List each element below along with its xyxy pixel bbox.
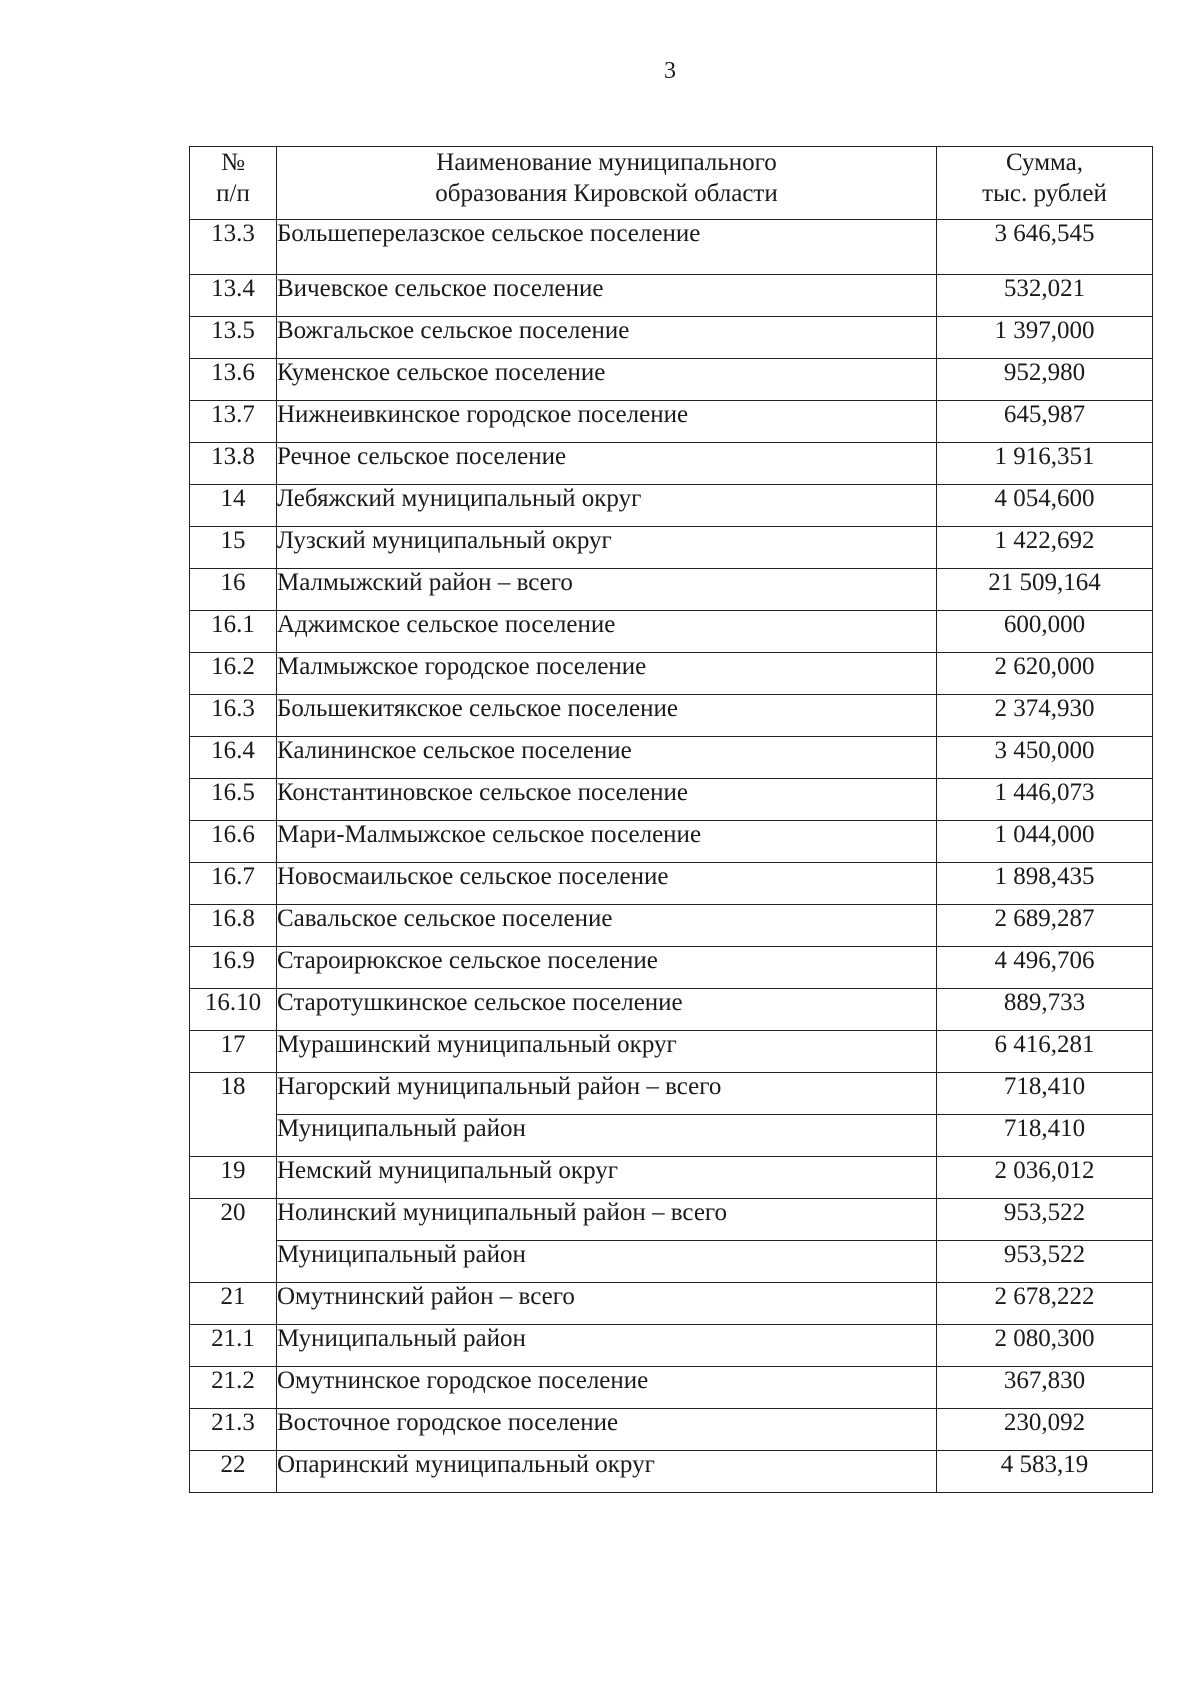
- table-row: [190, 695, 1153, 737]
- row-name: Константиновское сельское поселение: [277, 779, 937, 821]
- row-sum: 1 044,000: [937, 821, 1153, 863]
- row-number: 16.6: [190, 821, 277, 863]
- table-row: [190, 1157, 1153, 1199]
- table-row: [190, 1115, 1153, 1157]
- header-number: [190, 147, 277, 220]
- table-row: [190, 653, 1153, 695]
- row-name: Большекитякское сельское поселение: [277, 695, 937, 737]
- row-number: 16.3: [190, 695, 277, 737]
- row-sum: 718,410: [937, 1115, 1153, 1157]
- table-row: [190, 443, 1153, 485]
- row-number: 18: [190, 1073, 277, 1157]
- row-sum: 1 916,351: [937, 443, 1153, 485]
- row-sum: 4 496,706: [937, 947, 1153, 989]
- table-row: [190, 527, 1153, 569]
- row-name: Омутнинское городское поселение: [277, 1367, 937, 1409]
- row-name: Нагорский муниципальный район – всего: [277, 1073, 937, 1115]
- table-row: [190, 611, 1153, 653]
- table-body: [190, 220, 1153, 1493]
- row-name: Восточное городское поселение: [277, 1409, 937, 1451]
- table-row: [190, 1241, 1153, 1283]
- row-number: 21.3: [190, 1409, 277, 1451]
- table-row: [190, 1451, 1153, 1493]
- row-sum: 600,000: [937, 611, 1153, 653]
- header-sum: [937, 147, 1153, 220]
- row-sum: 21 509,164: [937, 569, 1153, 611]
- row-name: Калининское сельское поселение: [277, 737, 937, 779]
- row-name: Нижнеивкинское городское поселение: [277, 401, 937, 443]
- table-row: [190, 317, 1153, 359]
- row-number: 16.2: [190, 653, 277, 695]
- row-number: 16.7: [190, 863, 277, 905]
- row-name: Вожгальское сельское поселение: [277, 317, 937, 359]
- row-name: Новосмаильское сельское поселение: [277, 863, 937, 905]
- header-name-line2: образования Кировской области: [435, 180, 778, 207]
- row-sum: 2 620,000: [937, 653, 1153, 695]
- row-name: Лузский муниципальный округ: [277, 527, 937, 569]
- table-row: [190, 821, 1153, 863]
- row-name: Мурашинский муниципальный округ: [277, 1031, 937, 1073]
- row-sum: 952,980: [937, 359, 1153, 401]
- row-number: 16.1: [190, 611, 277, 653]
- table-row: [190, 1367, 1153, 1409]
- row-number: 13.8: [190, 443, 277, 485]
- row-sum: 1 446,073: [937, 779, 1153, 821]
- row-sum: 6 416,281: [937, 1031, 1153, 1073]
- row-number: 21.2: [190, 1367, 277, 1409]
- row-sum: 367,830: [937, 1367, 1153, 1409]
- header-sum-line1: Сумма,: [1005, 149, 1084, 176]
- row-name: Большеперелазское сельское поселение: [277, 220, 937, 275]
- row-sum: 953,522: [937, 1199, 1153, 1241]
- row-number: 16.9: [190, 947, 277, 989]
- table-row: [190, 569, 1153, 611]
- table-row: [190, 779, 1153, 821]
- row-name: Мари-Малмыжское сельское поселение: [277, 821, 937, 863]
- row-name: Муниципальный район: [277, 1241, 937, 1283]
- row-number: 22: [190, 1451, 277, 1493]
- row-number: 16.10: [190, 989, 277, 1031]
- row-number: 21: [190, 1283, 277, 1325]
- row-name: Староирюкское сельское поселение: [277, 947, 937, 989]
- row-name: Муниципальный район: [277, 1325, 937, 1367]
- row-name: Лебяжский муниципальный округ: [277, 485, 937, 527]
- row-name: Савальское сельское поселение: [277, 905, 937, 947]
- row-sum: 230,092: [937, 1409, 1153, 1451]
- row-number: 13.7: [190, 401, 277, 443]
- row-name: Малмыжское городское поселение: [277, 653, 937, 695]
- page-number: 3: [664, 58, 676, 84]
- row-number: 20: [190, 1199, 277, 1283]
- header-sum-line2: тыс. рублей: [982, 180, 1107, 207]
- row-sum: 2 080,300: [937, 1325, 1153, 1367]
- table-row: [190, 275, 1153, 317]
- header-name: [277, 147, 937, 220]
- row-number: 14: [190, 485, 277, 527]
- row-number: 19: [190, 1157, 277, 1199]
- row-number: 17: [190, 1031, 277, 1073]
- row-number: 15: [190, 527, 277, 569]
- row-name: Опаринский муниципальный округ: [277, 1451, 937, 1493]
- row-number: 13.6: [190, 359, 277, 401]
- table-row: [190, 401, 1153, 443]
- row-name: Омутнинский район – всего: [277, 1283, 937, 1325]
- row-sum: 953,522: [937, 1241, 1153, 1283]
- table-row: [190, 485, 1153, 527]
- row-sum: 3 646,545: [937, 220, 1153, 275]
- row-name: Малмыжский район – всего: [277, 569, 937, 611]
- allocation-table: [189, 146, 1153, 1493]
- row-name: Аджимское сельское поселение: [277, 611, 937, 653]
- row-name: Немский муниципальный округ: [277, 1157, 937, 1199]
- row-number: 16.5: [190, 779, 277, 821]
- row-sum: 1 397,000: [937, 317, 1153, 359]
- table-header-row: [190, 147, 1153, 220]
- row-number: 16.8: [190, 905, 277, 947]
- row-sum: 4 054,600: [937, 485, 1153, 527]
- table-row: [190, 863, 1153, 905]
- row-name: Старотушкинское сельское поселение: [277, 989, 937, 1031]
- table-row: [190, 737, 1153, 779]
- row-number: 13.3: [190, 220, 277, 275]
- header-name-line1: Наименование муниципального: [436, 149, 777, 176]
- row-sum: 889,733: [937, 989, 1153, 1031]
- row-sum: 3 450,000: [937, 737, 1153, 779]
- table-row: [190, 1031, 1153, 1073]
- row-sum: 4 583,19: [937, 1451, 1153, 1493]
- row-name: Муниципальный район: [277, 1115, 937, 1157]
- header-number-line2: п/п: [216, 180, 250, 207]
- table-row: [190, 989, 1153, 1031]
- row-sum: 532,021: [937, 275, 1153, 317]
- table-row: [190, 1073, 1153, 1115]
- table-row: [190, 1409, 1153, 1451]
- row-number: 13.4: [190, 275, 277, 317]
- header-number-line1: №: [221, 149, 245, 176]
- row-number: 16: [190, 569, 277, 611]
- row-name: Вичевское сельское поселение: [277, 275, 937, 317]
- row-number: 13.5: [190, 317, 277, 359]
- table-row: [190, 220, 1153, 275]
- row-name: Куменское сельское поселение: [277, 359, 937, 401]
- table-row: [190, 947, 1153, 989]
- table-row: [190, 905, 1153, 947]
- row-name: Речное сельское поселение: [277, 443, 937, 485]
- row-sum: 1 422,692: [937, 527, 1153, 569]
- row-name: Нолинский муниципальный район – всего: [277, 1199, 937, 1241]
- row-sum: 2 374,930: [937, 695, 1153, 737]
- row-sum: 2 689,287: [937, 905, 1153, 947]
- row-sum: 2 036,012: [937, 1157, 1153, 1199]
- table-row: [190, 1199, 1153, 1241]
- row-sum: 2 678,222: [937, 1283, 1153, 1325]
- row-sum: 1 898,435: [937, 863, 1153, 905]
- row-sum: 718,410: [937, 1073, 1153, 1115]
- table-row: [190, 1283, 1153, 1325]
- table-row: [190, 1325, 1153, 1367]
- row-sum: 645,987: [937, 401, 1153, 443]
- table-row: [190, 359, 1153, 401]
- row-number: 21.1: [190, 1325, 277, 1367]
- row-number: 16.4: [190, 737, 277, 779]
